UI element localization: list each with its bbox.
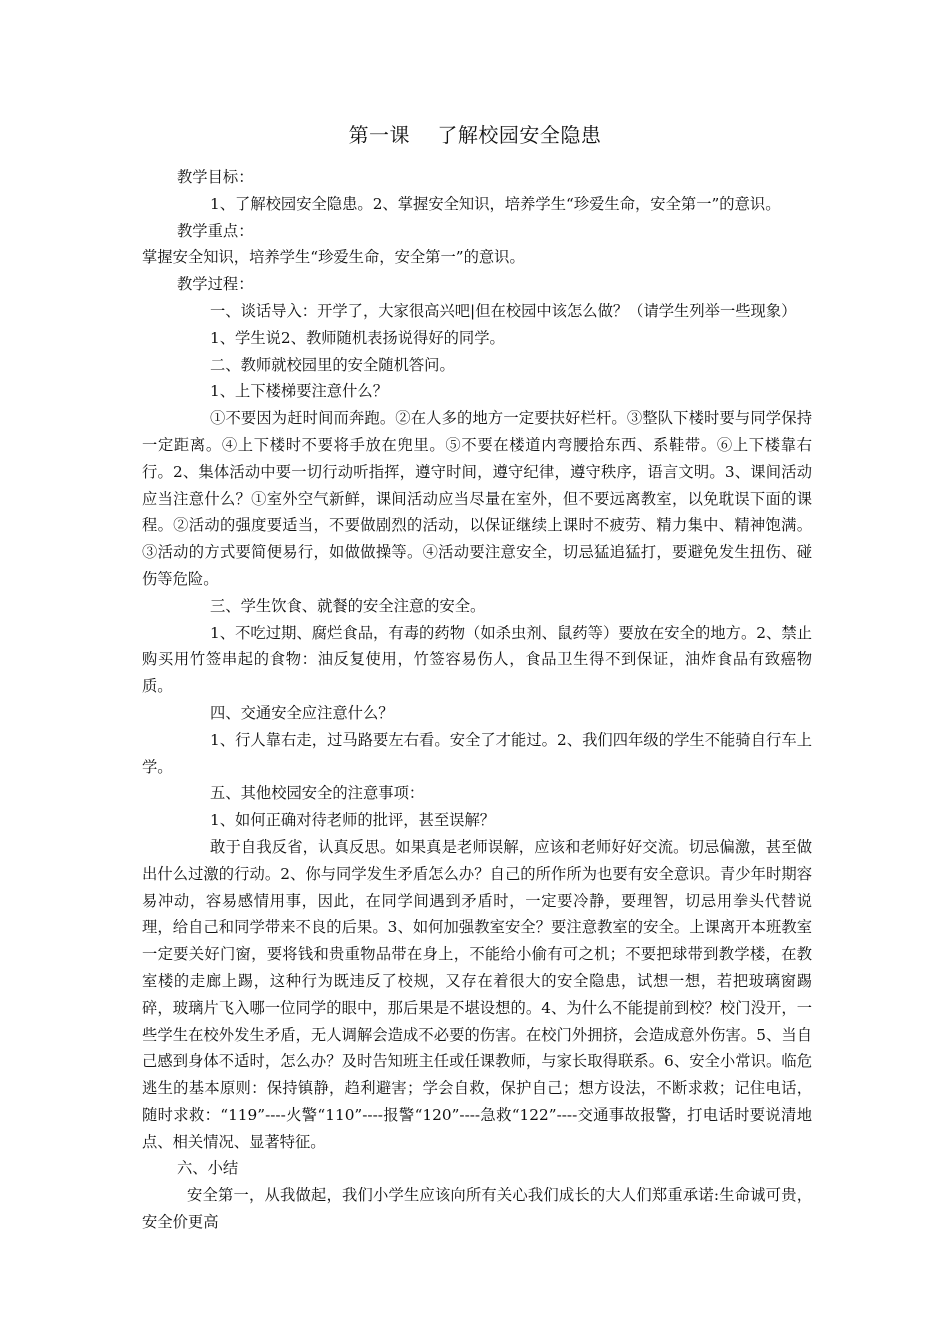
other-safety-paragraph: 敢于自我反省，认真反思。如果真是老师误解，应该和老师好好交流。切忌偏激，甚至做出什么过激的行动。2、你与同学发生矛盾怎么办？自己的所作所为也要有安全意识。青少年时期容易冲动，容易感情用事，因此，在同学间遇到矛盾时，一定要冷静，要理智，切忌用拳头代替说理，给自己和同学带来不良的后果。3、如何加强教室安全？要注意教室的安全。上课离开本班教室一定要关好门窗，要将钱和贵重物品带在身上，不能给小偷有可之机；不要把球带到教学楼，在教室楼的走廊上踢，这种行为既违反了校规，又存在着很大的安全隐患，试想一想，若把玻璃窗踢碎，玻璃片飞入哪一位同学的眼中，那后果是不堪设想的。4、为什么不能提前到校？校门没开，一些学生在校外发生矛盾，无人调解会造成不必要的伤害。在校门外拥挤，会造成意外伤害。5、当自己感到身体不适时，怎么办？及时告知班主任或任课教师，与家长取得联系。6、安全小常识。临危逃生的基本原则：保持镇静，趋利避害；学会自救，保护自己；想方设法，不断求救；记住电话，随时求救：“119”----火警“110”----报警“120”----急救“122”----交通事故报警，打电话时要说清地点、相关情况、显著特征。 [142,837,812,1151]
food-paragraph: 1、不吃过期、腐烂食品，有毒的药物（如杀虫剂、鼠药等）要放在安全的地方。2、禁止购买用竹签串起的食物：油反复使用，竹签容易伤人，食品卫生得不到保证，油炸食品有致癌物质。 [142,623,812,696]
goals-text: 1、了解校园安全隐患。2、掌握安全知识，培养学生“珍爱生命，安全第一”的意识。 [210,194,781,213]
traffic-paragraph: 1、行人靠右走，过马路要左右看。安全了才能过。2、我们四年级的学生不能骑自行车上学。 [142,730,812,776]
stairs-paragraph: ①不要因为赶时间而奔跑。②在人多的地方一定要扶好栏杆。③整队下楼时要与同学保持一定距离。④上下楼时不要将手放在兜里。⑤不要在楼道内弯腰拾东西、系鞋带。⑥上下楼靠右行。2、集体活动中要一切行动听指挥，遵守时间，遵守纪律，遵守秩序，语言文明。3、课间活动应当注意什么？①室外空气新鲜，课间活动应当尽量在室外，但不要远离教室，以免耽误下面的课程。②活动的强度要适当，不要做剧烈的活动，以保证继续上课时不疲劳、精力集中、精神饱满。③活动的方式要简便易行，如做做操等。④活动要注意安全，切忌猛追猛打，要避免发生扭伤、碰伤等危险。 [142,409,812,588]
summary-heading: 六、小结 [177,1159,239,1178]
section-heading-process: 教学过程： [177,275,254,294]
intro-paragraph: 一、谈话导入：开学了，大家很高兴吧|但在校园中该怎么做？（请学生列举一些现象） [210,301,797,320]
summary-text: 安全第一，从我做起，我们小学生应该向所有关心我们成长的大人们郑重承诺:生命诚可贵，安全价更高 [142,1186,812,1232]
document-body [142,164,812,1236]
section-heading-goals: 教学目标： [177,168,254,186]
section-heading-focus: 教学重点： [177,221,254,240]
focus-text: 掌握安全知识，培养学生“珍爱生命，安全第一”的意识。 [142,248,525,267]
list-item: 1、学生说2、教师随机表扬说得好的同学。 [210,328,505,347]
page-title: 第一课 了解校园安全隐患 [348,123,602,147]
subsection-heading: 二、教师就校园里的安全随机答问。 [210,355,455,374]
list-item: 1、如何正确对待老师的批评，甚至误解？ [210,811,496,830]
subsection-heading: 四、交通安全应注意什么？ [210,703,394,722]
subsection-heading: 三、学生饮食、就餐的安全注意的安全。 [210,596,486,615]
subsection-heading: 五、其他校园安全的注意事项： [210,784,425,803]
list-item: 1、上下楼梯要注意什么？ [210,382,388,401]
